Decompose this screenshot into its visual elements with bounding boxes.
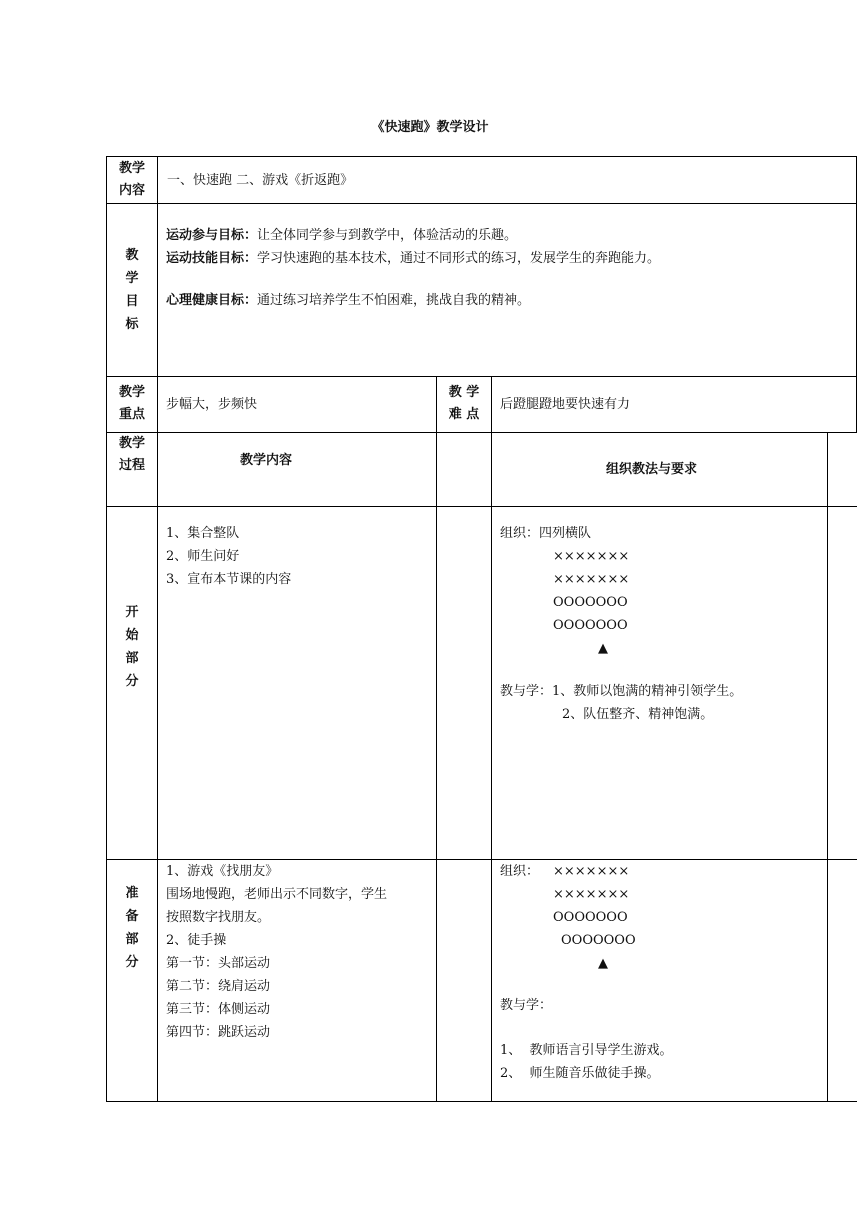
prep-teach-line-2: 2、 师生随音乐做徒手操。	[500, 1066, 660, 1081]
goals-label: 教 学 目 标	[125, 248, 139, 332]
row-divider-2	[106, 376, 857, 377]
key-text: 步幅大，步频快	[166, 397, 258, 412]
list-item: 第四节：跳跃运动	[166, 1025, 271, 1040]
col-divider-label	[157, 156, 158, 1102]
content-label: 教学 内容	[118, 161, 145, 198]
formation-row: OOOOOOO	[553, 595, 628, 610]
list-item: 1、游戏《找朋友》	[166, 864, 279, 879]
prep-content-list	[166, 860, 387, 1044]
col-divider-extra	[827, 432, 828, 1102]
formation-row: ×××××××	[553, 887, 630, 902]
col-divider-mid	[436, 376, 437, 1102]
teacher-position-icon: ▲	[598, 956, 608, 971]
start-org-label: 组织：四列横队	[500, 526, 592, 541]
formation-row: OOOOOOO	[561, 933, 636, 948]
content-text: 一、快速跑 二、游戏《折返跑》	[167, 173, 354, 188]
goal-participation: 运动参与目标：让全体同学参与到教学中，体验活动的乐趣。	[166, 228, 518, 243]
prep-section-label: 准 备 部 分	[125, 886, 139, 970]
row-divider-3	[106, 432, 857, 433]
prep-org-label: 组织：	[500, 864, 540, 879]
list-item: 3、宣布本节课的内容	[166, 572, 292, 587]
col-divider-method	[491, 376, 492, 1102]
method-column-header: 组织教法与要求	[606, 462, 698, 477]
formation-row: OOOOOOO	[553, 618, 628, 633]
start-section-label: 开 始 部 分	[125, 605, 139, 689]
prep-formation	[553, 860, 636, 952]
teacher-position-icon: ▲	[598, 641, 608, 656]
start-formation	[553, 545, 629, 637]
table-border-top	[106, 156, 857, 157]
goal-skill: 运动技能目标：学习快速跑的基本技术，通过不同形式的练习，发展学生的奔跑能力。	[166, 251, 661, 266]
table-border-bottom	[106, 1101, 857, 1102]
list-item: 按照数字找朋友。	[166, 910, 271, 925]
list-item: 第一节：头部运动	[166, 956, 271, 971]
difficulty-text: 后蹬腿蹬地要快速有力	[500, 397, 631, 412]
prep-teach-line-1: 1、 教师语言引导学生游戏。	[500, 1043, 673, 1058]
list-item: 1、集合整队	[166, 526, 240, 541]
list-item: 围场地慢跑，老师出示不同数字，学生	[166, 887, 388, 902]
formation-row: ×××××××	[553, 572, 630, 587]
list-item: 2、师生问好	[166, 549, 240, 564]
prep-teach-head: 教与学：	[500, 998, 553, 1013]
row-divider-1	[106, 203, 857, 204]
start-teach-line-1: 教与学：1、教师以饱满的精神引领学生。	[500, 684, 743, 699]
content-column-header: 教学内容	[240, 453, 293, 468]
start-teach-line-2: 2、队伍整齐、精神饱满。	[562, 707, 714, 722]
start-content-list	[166, 522, 291, 591]
table-border-right	[856, 156, 857, 432]
list-item: 第二节：绕肩运动	[166, 979, 271, 994]
formation-row: ×××××××	[553, 549, 630, 564]
key-label: 教学 重点	[118, 385, 145, 422]
row-divider-4	[106, 506, 857, 507]
list-item: 第三节：体侧运动	[166, 1002, 271, 1017]
page-title: 《快速跑》教学设计	[371, 120, 489, 135]
formation-row: OOOOOOO	[553, 910, 628, 925]
goal-mental: 心理健康目标：通过练习培养学生不怕困难，挑战自我的精神。	[166, 293, 531, 308]
list-item: 2、徒手操	[166, 933, 227, 948]
formation-row: ×××××××	[553, 864, 630, 879]
process-label: 教学 过程	[118, 436, 145, 473]
difficulty-label: 教 学 难 点	[448, 385, 480, 422]
